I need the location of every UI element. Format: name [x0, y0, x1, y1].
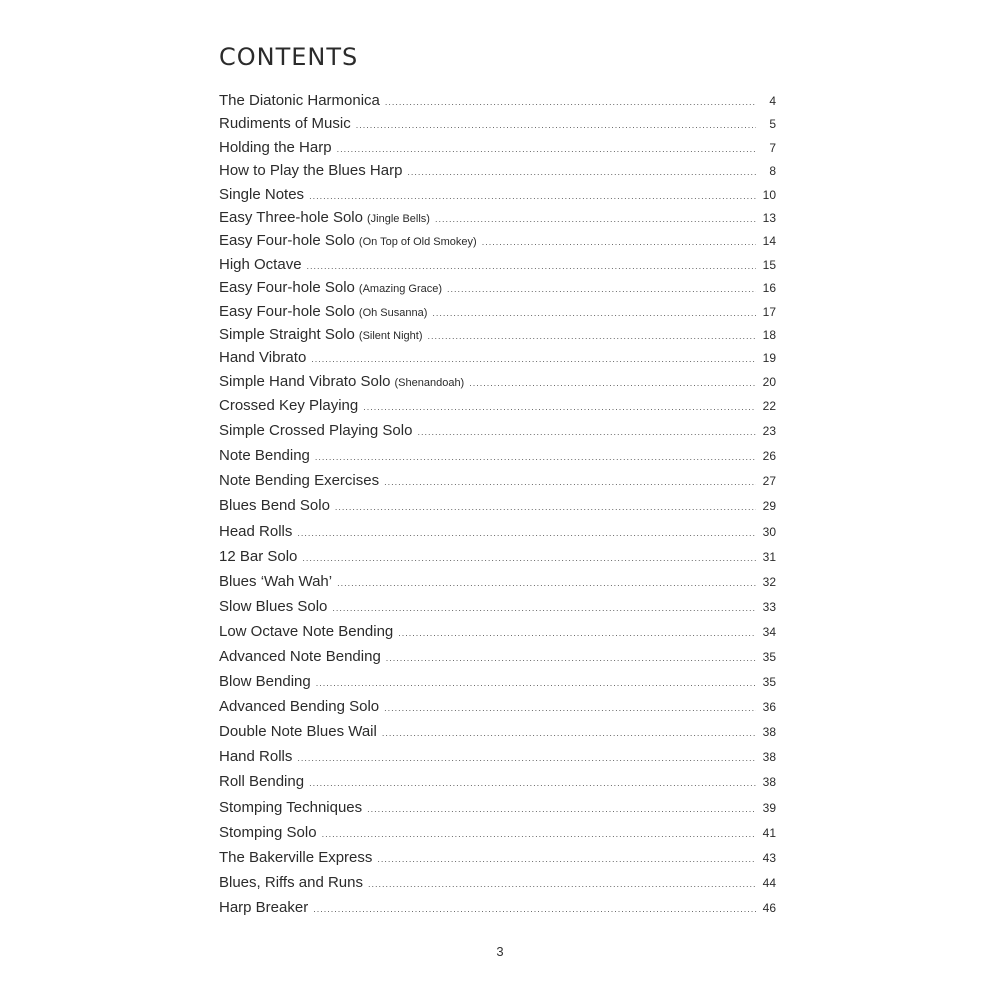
toc-entry-title-text: Easy Three-hole Solo	[219, 208, 363, 226]
toc-entry[interactable]	[219, 493, 776, 518]
dot-leader	[382, 729, 756, 738]
toc-entry-page: 34	[762, 624, 776, 639]
dot-leader	[447, 285, 756, 294]
toc-entry-title-text: Easy Four-hole Solo	[219, 302, 355, 320]
toc-entry-title	[219, 229, 482, 252]
toc-entry-page: 43	[762, 850, 776, 865]
toc-entry-page: 41	[762, 825, 776, 840]
dot-leader	[367, 805, 756, 814]
toc-entry-title-text: Holding the Harp	[219, 138, 332, 156]
toc-entry[interactable]	[219, 276, 776, 299]
toc-entry-subtitle: (On Top of Old Smokey)	[358, 236, 477, 249]
toc-entry-page: 17	[762, 304, 776, 319]
toc-entry-title-text: How to Play the Blues Harp	[219, 162, 403, 180]
dot-leader	[386, 654, 756, 663]
toc-entry-title-text: 12 Bar Solo	[219, 547, 298, 565]
toc-entry-title-text: Single Notes	[219, 185, 305, 203]
dot-leader	[315, 453, 756, 462]
toc-entry-title-text: The Diatonic Harmonica	[219, 92, 380, 109]
toc-entry-title	[219, 544, 302, 569]
toc-entry-title-text: Advanced Bending Solo	[219, 698, 380, 716]
dot-leader	[482, 238, 756, 247]
toc-entry[interactable]	[219, 719, 776, 744]
toc-entry-page: 27	[762, 474, 776, 489]
toc-entry-title	[219, 393, 363, 418]
dot-leader	[427, 332, 756, 341]
toc-entry-page: 29	[762, 499, 776, 514]
toc-entry-title	[219, 112, 356, 135]
dot-leader	[302, 554, 756, 563]
toc-entry-page: 5	[769, 117, 776, 132]
toc-entry-page: 10	[762, 187, 776, 202]
toc-entry-title	[219, 845, 377, 870]
toc-entry-title	[219, 136, 337, 159]
dot-leader	[363, 403, 756, 412]
dot-leader	[309, 192, 756, 201]
toc-entry[interactable]	[219, 370, 776, 393]
dot-leader	[417, 428, 756, 437]
toc-entry-title	[219, 644, 386, 669]
toc-entry-title	[219, 370, 469, 393]
toc-entry-title-text: Advanced Note Bending	[219, 648, 381, 666]
toc-entry[interactable]	[219, 443, 776, 468]
dot-leader	[335, 503, 756, 512]
toc-entry-page: 33	[762, 599, 776, 614]
toc-entry-subtitle: (Amazing Grace)	[358, 283, 443, 296]
toc-entry-title-text: Stomping Techniques	[219, 798, 363, 816]
toc-entry-title	[219, 569, 337, 594]
toc-entry-title	[219, 669, 316, 694]
toc-entry-title-text: Stomping Solo	[219, 823, 317, 841]
toc-entry[interactable]	[219, 870, 776, 895]
dot-leader	[316, 679, 756, 688]
toc-entry-title-text: Head Rolls	[219, 522, 293, 540]
dot-leader	[377, 855, 756, 864]
toc-entry[interactable]	[219, 795, 776, 820]
toc-entry[interactable]	[219, 418, 776, 443]
toc-entry-title	[219, 719, 382, 744]
page-number: 3	[496, 944, 504, 959]
toc-entry-title-text: Hand Vibrato	[219, 349, 307, 367]
toc-entry[interactable]	[219, 820, 776, 845]
toc-entry-title	[219, 619, 398, 644]
toc-entry-title	[219, 820, 322, 845]
dot-leader	[297, 754, 756, 763]
dot-leader	[356, 121, 756, 130]
toc-entry-page: 44	[762, 875, 776, 890]
toc-entry-title	[219, 744, 297, 769]
dot-leader	[368, 880, 756, 889]
toc-entry-title-text: Note Bending	[219, 447, 310, 465]
toc-entry-title-text: Low Octave Note Bending	[219, 622, 394, 640]
toc-entry-page: 20	[762, 374, 776, 389]
toc-entry[interactable]	[219, 619, 776, 644]
toc-entry-title	[219, 323, 427, 346]
toc-entry-title-text: Slow Blues Solo	[219, 597, 328, 615]
toc-entry-subtitle: (Oh Susanna)	[358, 306, 428, 319]
toc-entry-title	[219, 694, 384, 719]
dot-leader	[337, 145, 756, 154]
toc-entry-title-text: Hand Rolls	[219, 748, 293, 766]
toc-entry-page: 26	[762, 449, 776, 464]
toc-entry-title	[219, 519, 297, 544]
dot-leader	[309, 779, 756, 788]
toc-entry[interactable]	[219, 845, 776, 870]
toc-entry-title-text: Blues Bend Solo	[219, 497, 330, 515]
toc-entry-title-text: Simple Crossed Playing Solo	[219, 422, 413, 440]
toc-entry-title	[219, 206, 435, 229]
toc-entry[interactable]	[219, 229, 776, 252]
toc-entry-page: 13	[762, 210, 776, 225]
toc-entry-title-text: Rudiments of Music	[219, 115, 351, 133]
toc-entry-page: 23	[762, 424, 776, 439]
toc-entry-title	[219, 253, 307, 276]
toc-entry[interactable]	[219, 159, 776, 182]
toc-entry[interactable]	[219, 253, 776, 276]
dot-leader	[385, 98, 756, 107]
toc-entry-page: 38	[762, 725, 776, 740]
toc-entry-title-text: Simple Straight Solo	[219, 325, 355, 343]
toc-entry-title	[219, 276, 447, 299]
toc-entry-title	[219, 300, 432, 323]
toc-entry[interactable]	[219, 300, 776, 323]
toc-entry-title	[219, 443, 315, 468]
toc-entry-title	[219, 418, 417, 443]
toc-entry-title-text: Note Bending Exercises	[219, 472, 380, 490]
toc-entry-title	[219, 493, 335, 518]
toc-entry[interactable]	[219, 89, 776, 112]
toc-entry-page: 31	[762, 549, 776, 564]
toc-entry-title-text: Blow Bending	[219, 673, 311, 691]
toc-entry[interactable]	[219, 694, 776, 719]
toc-entry-page: 18	[762, 327, 776, 342]
toc-entry-page: 19	[762, 351, 776, 366]
toc-entry-page: 16	[762, 281, 776, 296]
toc-entry-subtitle: (Jingle Bells)	[366, 212, 430, 225]
toc-entry[interactable]	[219, 769, 776, 794]
toc-entry-page: 14	[762, 234, 776, 249]
toc-entry-page: 8	[769, 164, 776, 179]
toc-entry[interactable]	[219, 136, 776, 159]
dot-leader	[307, 262, 756, 271]
toc-entry-page: 15	[762, 257, 776, 272]
toc-entry-title-text: Double Note Blues Wail	[219, 723, 377, 741]
toc-entry-page: 39	[762, 800, 776, 815]
toc-entry-title-text: Crossed Key Playing	[219, 397, 359, 415]
toc-entry[interactable]	[219, 544, 776, 569]
toc-entry[interactable]	[219, 323, 776, 346]
toc-entry-title-text: Easy Four-hole Solo	[219, 279, 355, 297]
dot-leader	[313, 905, 756, 914]
toc-entry-page: 7	[769, 140, 776, 155]
dot-leader	[384, 478, 756, 487]
toc-entry-page: 46	[762, 900, 776, 915]
toc-entry-title	[219, 89, 385, 112]
toc-entry-title	[219, 769, 309, 794]
toc-entry-title	[219, 346, 311, 369]
dot-leader	[432, 309, 756, 318]
toc-entry-title	[219, 183, 309, 206]
toc-entry[interactable]	[219, 669, 776, 694]
toc-entry-title-text: Easy Four-hole Solo	[219, 232, 355, 250]
toc-entry[interactable]	[219, 644, 776, 669]
toc-entry-page: 35	[762, 650, 776, 665]
toc-entry[interactable]	[219, 183, 776, 206]
toc-entry[interactable]	[219, 468, 776, 493]
dot-leader	[322, 830, 756, 839]
toc-entry-page: 32	[762, 574, 776, 589]
toc-entry-title-text: The Bakerville Express	[219, 848, 373, 866]
toc-entry[interactable]	[219, 569, 776, 594]
toc-entry-page: 38	[762, 775, 776, 790]
toc-entry-title	[219, 468, 384, 493]
table-of-contents	[219, 89, 776, 920]
toc-entry-page: 36	[762, 700, 776, 715]
toc-entry-subtitle: (Silent Night)	[358, 329, 423, 342]
toc-entry[interactable]	[219, 112, 776, 135]
toc-entry[interactable]	[219, 346, 776, 369]
dot-leader	[469, 379, 756, 388]
toc-entry-title-text: Simple Hand Vibrato Solo	[219, 372, 391, 390]
toc-entry-title-text: High Octave	[219, 255, 302, 273]
toc-entry-title	[219, 795, 367, 820]
toc-entry-title-text: Harp Breaker	[219, 898, 309, 916]
toc-entry-title-text: Roll Bending	[219, 773, 305, 791]
toc-entry-title	[219, 895, 313, 920]
toc-entry-title	[219, 159, 407, 182]
dot-leader	[384, 704, 756, 713]
toc-entry[interactable]	[219, 393, 776, 418]
dot-leader	[337, 579, 756, 588]
toc-entry[interactable]	[219, 895, 776, 920]
toc-entry[interactable]	[219, 206, 776, 229]
dot-leader	[435, 215, 756, 224]
toc-entry-page: 38	[762, 750, 776, 765]
dot-leader	[407, 168, 756, 177]
toc-entry-title	[219, 594, 332, 619]
dot-leader	[311, 355, 756, 364]
dot-leader	[398, 629, 756, 638]
dot-leader	[297, 529, 756, 538]
toc-entry-title-text: Blues ‘Wah Wah’	[219, 572, 333, 590]
toc-entry[interactable]	[219, 594, 776, 619]
toc-entry-page: 22	[762, 399, 776, 414]
toc-entry-page: 35	[762, 675, 776, 690]
toc-entry[interactable]	[219, 519, 776, 544]
toc-entry-page: 4	[769, 94, 776, 108]
page-title: CONTENTS	[219, 43, 359, 71]
toc-entry-title-text: Blues, Riffs and Runs	[219, 873, 363, 891]
toc-entry-page: 30	[762, 524, 776, 539]
dot-leader	[332, 604, 756, 613]
toc-entry-title	[219, 870, 368, 895]
toc-entry-subtitle: (Shenandoah)	[394, 376, 465, 389]
toc-entry[interactable]	[219, 744, 776, 769]
